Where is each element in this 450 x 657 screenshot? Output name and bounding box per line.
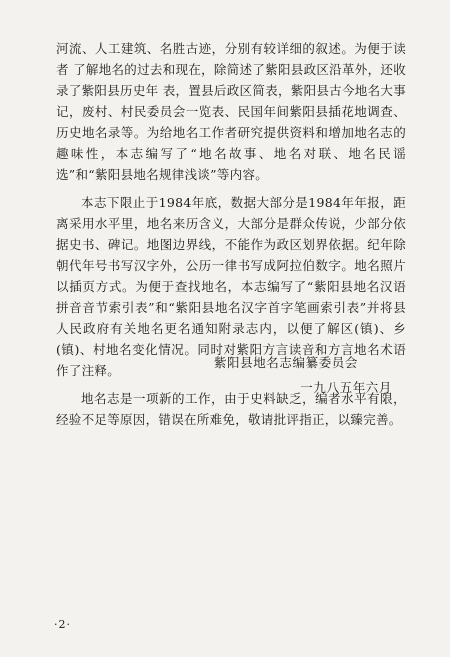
paragraph-closing-remarks: 地名志是一项新的工作，由于史料缺乏，编者水平有限，经验不足等原因，错误在所难免，敬请批评指正，以臻完善。: [56, 391, 406, 427]
signature-block: [214, 350, 392, 400]
paragraph-scope-notes: 本志下限止于1984年底，数据大部分是1984年年报，距离采用水平里，地名来历含义，大部分是群众传说，少部分依据史书、碑记。地图边界线，不能作为政区划界依据。纪年除朝代年号书写汉字外，公历一律书写成阿拉伯数字。地名照片以插页方式。为便于查找地名，本志编写了“紫阳县地名汉语拼音音节索引表”和“紫阳县地名汉字首字笔画索引表”并将县人民政府有关地名更名通知附录志内，以便了解区(镇)、乡(镇)、村地名变化情况。同时对紫阳方言读音和方言地名术语作了注释。: [56, 195, 406, 378]
signature-date: 一九八五年六月: [300, 380, 392, 395]
paragraph-continuation: 河流、人工建筑、名胜古迹，分别有较详细的叙述。为便于读者 了解地名的过去和现在，除简述了紫阳县政区沿革外，还收录了紫阳县历史年 表，置县后政区简表，紫阳县古今地名大事记，废村、村民委员会一览表、民国年间紫阳县插花地调查、历史地名录等。为给地名工作者研究提供资料和增加地名志的趣味性，本志编写了“地名故事、地名对联、地名民谣选”和“紫阳县地名规律浅谈”等内容。: [56, 41, 406, 182]
signature-organization: 紫阳县地名志编纂委员会: [213, 355, 358, 370]
page-number: ·2·: [54, 618, 71, 631]
